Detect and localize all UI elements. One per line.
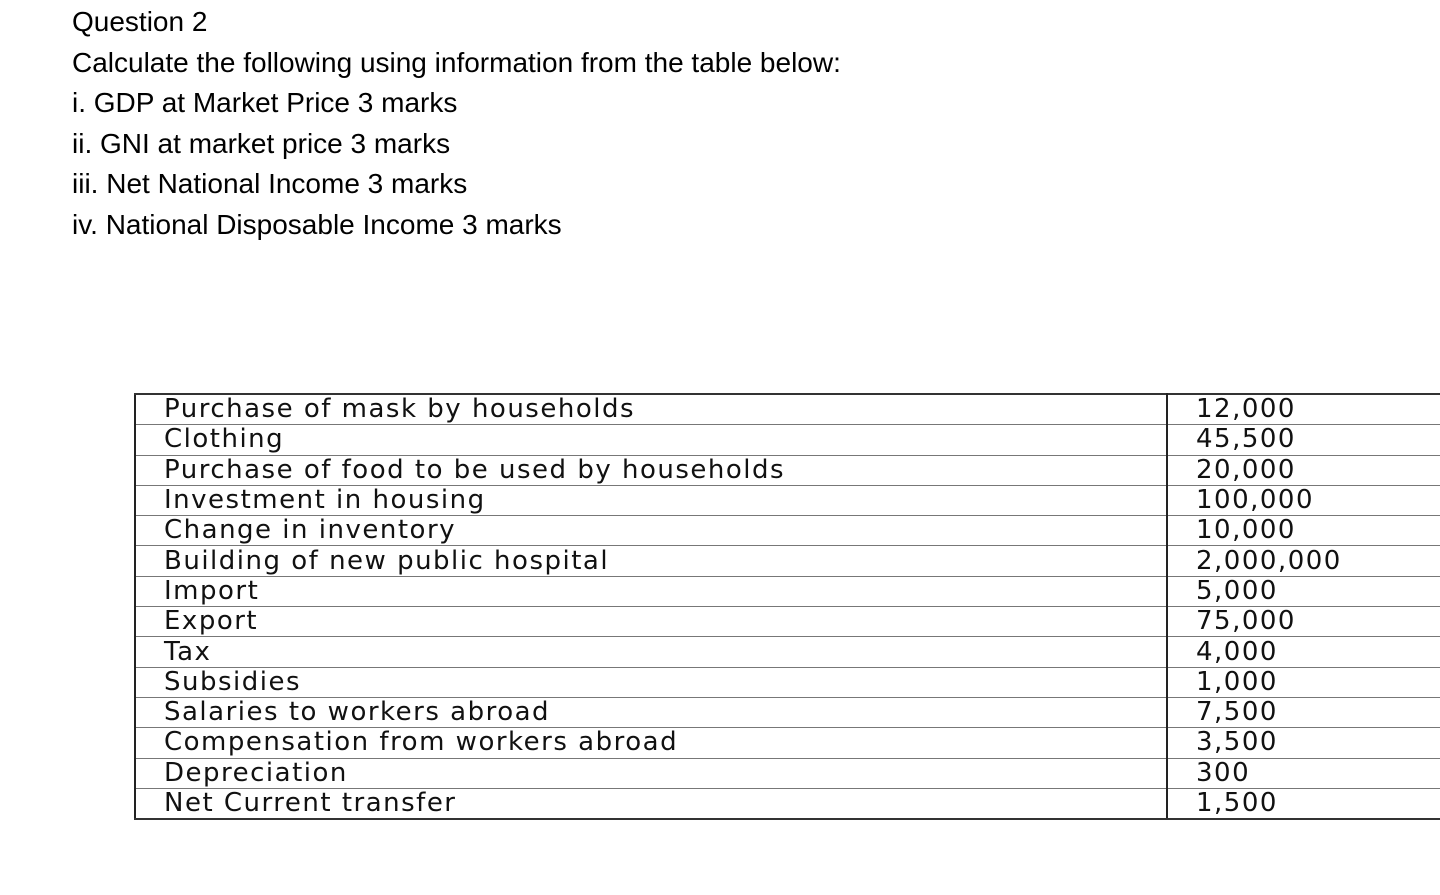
table-row bbox=[135, 728, 1440, 758]
row-value: 75,000 bbox=[1167, 607, 1440, 637]
row-label: Subsidies bbox=[135, 667, 1167, 697]
row-label: Clothing bbox=[135, 425, 1167, 455]
row-label: Change in inventory bbox=[135, 516, 1167, 546]
question-item-gni: ii. GNI at market price 3 marks bbox=[72, 127, 451, 159]
row-value: 100,000 bbox=[1167, 485, 1440, 515]
row-value: 10,000 bbox=[1167, 516, 1440, 546]
row-label: Investment in housing bbox=[135, 485, 1167, 515]
row-value: 7,500 bbox=[1167, 697, 1440, 727]
row-value: 20,000 bbox=[1167, 455, 1440, 485]
table-row bbox=[135, 425, 1440, 455]
row-label: Export bbox=[135, 607, 1167, 637]
row-label: Salaries to workers abroad bbox=[135, 697, 1167, 727]
table-row bbox=[135, 758, 1440, 788]
table-row bbox=[135, 637, 1440, 667]
row-value: 1,500 bbox=[1167, 788, 1440, 819]
table-row bbox=[135, 546, 1440, 576]
row-label: Import bbox=[135, 576, 1167, 606]
table-row bbox=[135, 576, 1440, 606]
table-row bbox=[135, 516, 1440, 546]
row-value: 5,000 bbox=[1167, 576, 1440, 606]
row-label: Net Current transfer bbox=[135, 788, 1167, 819]
table-row bbox=[135, 455, 1440, 485]
question-block bbox=[72, 2, 841, 245]
row-label: Purchase of mask by households bbox=[135, 394, 1167, 425]
table-row bbox=[135, 697, 1440, 727]
question-instruction: Calculate the following using information from the table below: bbox=[72, 46, 841, 78]
row-value: 1,000 bbox=[1167, 667, 1440, 697]
row-label: Building of new public hospital bbox=[135, 546, 1167, 576]
row-value: 12,000 bbox=[1167, 394, 1440, 425]
row-value: 45,500 bbox=[1167, 425, 1440, 455]
row-value: 3,500 bbox=[1167, 728, 1440, 758]
row-value: 2,000,000 bbox=[1167, 546, 1440, 576]
row-label: Compensation from workers abroad bbox=[135, 728, 1167, 758]
table-row bbox=[135, 607, 1440, 637]
row-label: Depreciation bbox=[135, 758, 1167, 788]
row-label: Purchase of food to be used by households bbox=[135, 455, 1167, 485]
table-row bbox=[135, 485, 1440, 515]
national-accounts-table bbox=[134, 393, 1440, 820]
question-item-ndi: iv. National Disposable Income 3 marks bbox=[72, 208, 562, 240]
table-row bbox=[135, 788, 1440, 819]
row-value: 300 bbox=[1167, 758, 1440, 788]
question-item-nni: iii. Net National Income 3 marks bbox=[72, 168, 468, 199]
question-item-gdp: i. GDP at Market Price 3 marks bbox=[72, 87, 458, 118]
row-value: 4,000 bbox=[1167, 637, 1440, 667]
table-row bbox=[135, 394, 1440, 425]
table-row bbox=[135, 667, 1440, 697]
row-label: Tax bbox=[135, 637, 1167, 667]
question-title: Question 2 bbox=[72, 6, 208, 37]
